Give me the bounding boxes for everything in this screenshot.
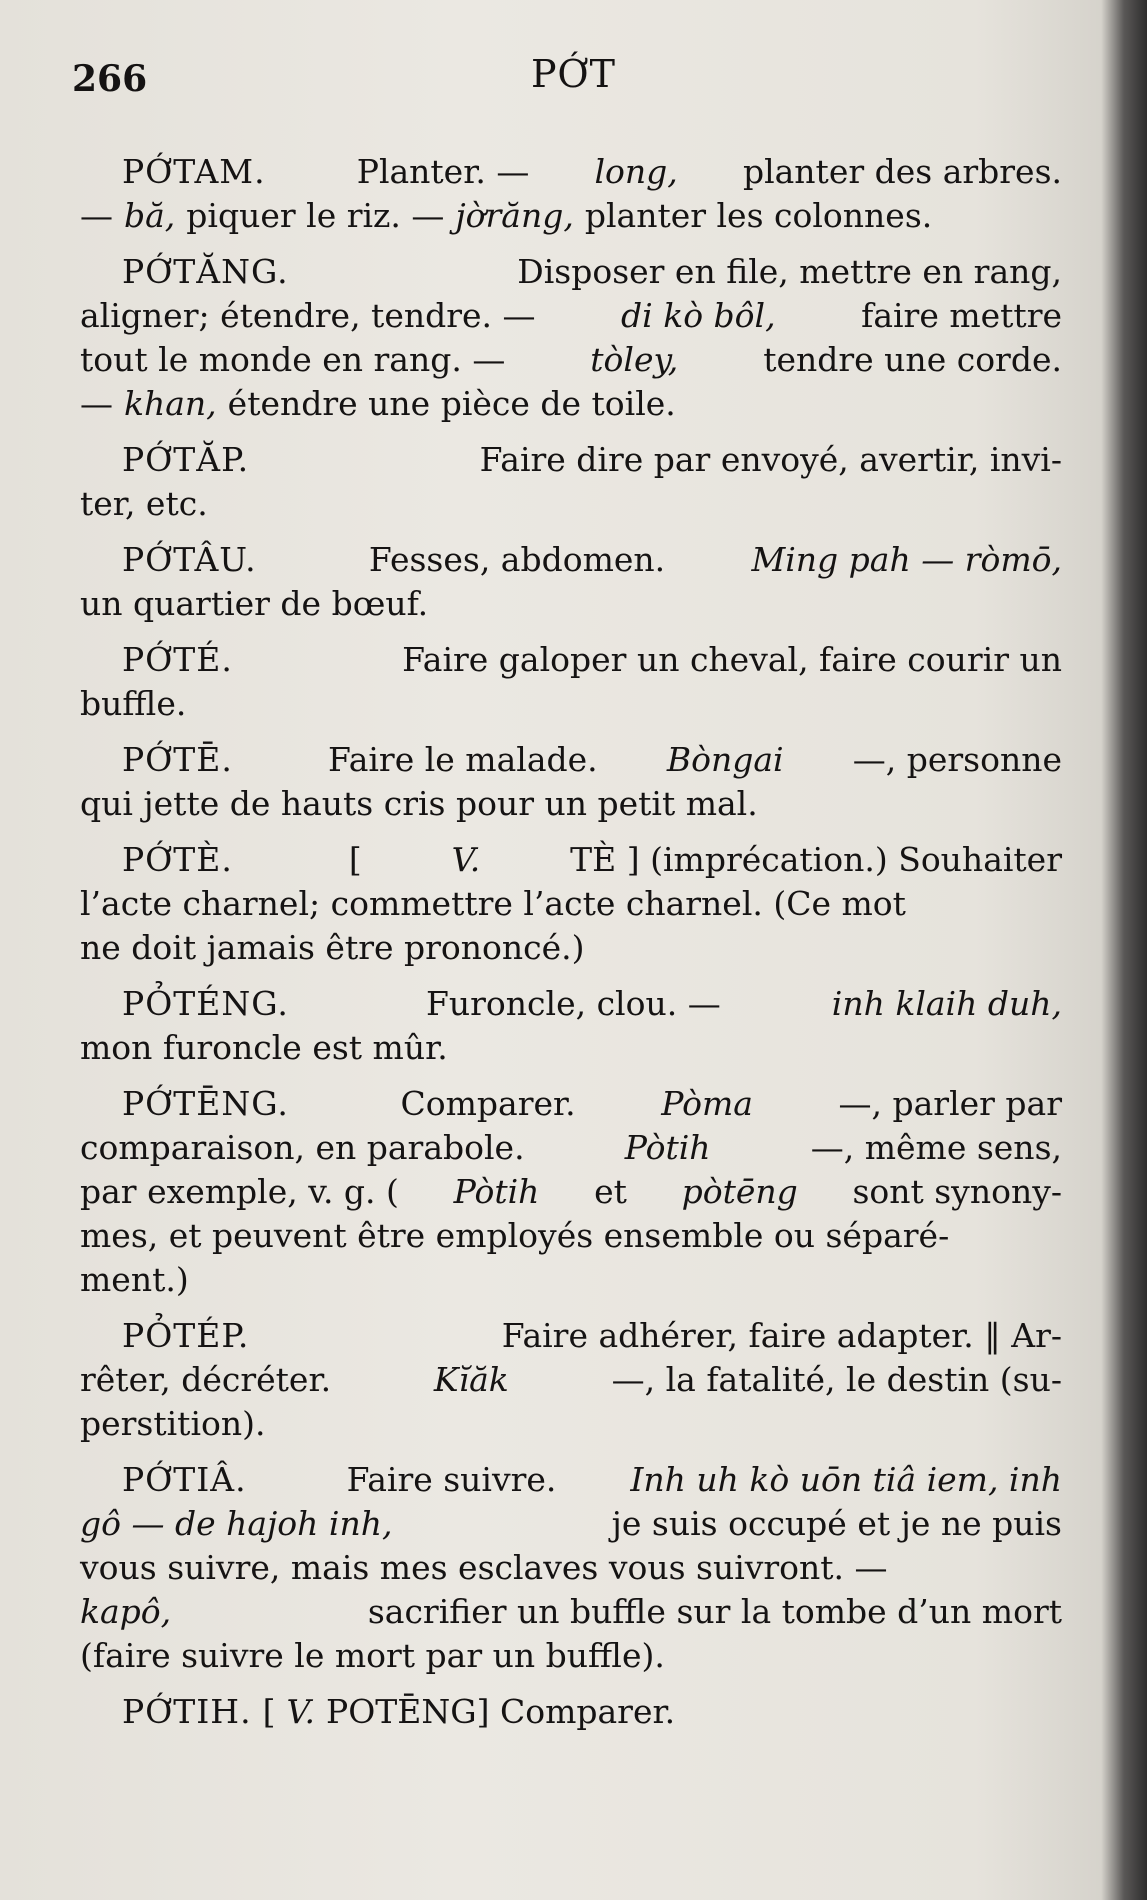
definition-text: [: [262, 1692, 276, 1731]
dictionary-entries: [80, 150, 1062, 1746]
definition-text: [: [348, 840, 362, 879]
definition-text: tout le monde en rang. —: [80, 340, 506, 379]
definition-text: sacrifier un buffle sur la tombe d’un mort: [367, 1592, 1062, 1631]
headword: PỚTIH.: [122, 1692, 252, 1731]
dictionary-entry: [80, 1458, 1062, 1678]
text-line: [80, 1082, 1062, 1126]
definition-text: tendre une corde.: [763, 340, 1062, 379]
text-line: [80, 1690, 1062, 1734]
definition-text: mes, et peuvent être employés ensemble ou séparé-: [80, 1216, 950, 1255]
definition-text: —, même sens,: [810, 1128, 1062, 1167]
definition-text: rêter, décréter.: [80, 1360, 332, 1399]
italic-term: pòtēng: [681, 1172, 798, 1211]
headword: PỎTÉNG.: [122, 984, 289, 1023]
definition-text: perstition).: [80, 1404, 266, 1443]
definition-text: Faire le malade.: [328, 740, 598, 779]
text-line: [80, 682, 1062, 726]
definition-text: un quartier de bœuf.: [80, 584, 429, 623]
definition-text: et: [594, 1172, 627, 1211]
dictionary-entry: [80, 538, 1062, 626]
text-line: [80, 438, 1062, 482]
text-line: [80, 250, 1062, 294]
definition-text: planter des arbres.: [742, 152, 1062, 191]
text-line: [80, 538, 1062, 582]
italic-term: Bòngai: [666, 740, 784, 779]
text-line: [80, 382, 1062, 426]
definition-text: faire mettre: [861, 296, 1062, 335]
italic-term: kapô,: [80, 1592, 172, 1631]
text-line: [80, 194, 1062, 238]
text-line: [80, 838, 1062, 882]
italic-term: Kĭăk: [433, 1360, 509, 1399]
definition-text: mon furoncle est mûr.: [80, 1028, 448, 1067]
definition-text: TÈ ] (imprécation.) Souhaiter: [570, 840, 1062, 879]
definition-text: vous suivre, mais mes esclaves vous suivront. —: [80, 1548, 888, 1587]
text-line: [80, 738, 1062, 782]
dictionary-entry: [80, 150, 1062, 238]
text-line: [80, 1358, 1062, 1402]
headword: PỚTIÂ.: [122, 1460, 247, 1499]
text-line: [80, 926, 1062, 970]
text-line: [80, 482, 1062, 526]
text-line: [80, 1126, 1062, 1170]
text-line: [80, 1026, 1062, 1070]
italic-term: Inh uh kò uōn tiâ iem, inh: [630, 1460, 1062, 1499]
text-line: [80, 638, 1062, 682]
text-line: [80, 1314, 1062, 1358]
dictionary-entry: [80, 838, 1062, 970]
headword: PỚTÉ.: [122, 640, 233, 679]
italic-term: Ming pah — ròmō,: [751, 540, 1062, 579]
definition-text: Planter. —: [356, 152, 530, 191]
text-line: [80, 1170, 1062, 1214]
text-line: [80, 582, 1062, 626]
definition-text: —, la fatalité, le destin (su-: [611, 1360, 1062, 1399]
italic-term: Pòma: [661, 1084, 753, 1123]
italic-term: long,: [594, 152, 678, 191]
text-line: [80, 1258, 1062, 1302]
italic-term: di kò bôl,: [621, 296, 776, 335]
dictionary-entry: [80, 250, 1062, 426]
headword: PỚTÂU.: [122, 540, 257, 579]
definition-text: qui jette de hauts cris pour un petit mal.: [80, 784, 758, 823]
definition-text: —, parler par: [838, 1084, 1062, 1123]
headword: PỎTÉP.: [122, 1316, 250, 1355]
italic-term: V.: [286, 1692, 316, 1731]
headword: PỚTĒNG.: [122, 1084, 289, 1123]
definition-text: (faire suivre le mort par un buffle).: [80, 1636, 665, 1675]
headword: PỚTĒ.: [122, 740, 233, 779]
text-line: [80, 782, 1062, 826]
headword: PỚTÈ.: [122, 840, 233, 879]
definition-text: Faire adhérer, faire adapter. ‖ Ar-: [501, 1316, 1062, 1355]
italic-term: jờrăng,: [455, 196, 574, 235]
text-line: [80, 1214, 1062, 1258]
text-line: [80, 1458, 1062, 1502]
text-line: [80, 882, 1062, 926]
definition-text: ment.): [80, 1260, 189, 1299]
definition-text: Furoncle, clou. —: [425, 984, 721, 1023]
dictionary-entry: [80, 982, 1062, 1070]
headword: PỚTĂP.: [122, 440, 250, 479]
definition-text: Faire dire par envoyé, avertir, invi-: [479, 440, 1062, 479]
italic-term: tòley,: [590, 340, 679, 379]
definition-text: ne doit jamais être prononcé.): [80, 928, 585, 967]
definition-text: —: [80, 384, 113, 423]
definition-text: ter, etc.: [80, 484, 208, 523]
headword: PỚTĂNG.: [122, 252, 289, 291]
dictionary-entry: [80, 1082, 1062, 1302]
definition-text: —: [80, 196, 113, 235]
definition-text: sont synony-: [852, 1172, 1062, 1211]
definition-text: aligner; étendre, tendre. —: [80, 296, 536, 335]
dictionary-entry: [80, 738, 1062, 826]
dictionary-entry: [80, 1690, 1062, 1734]
text-line: [80, 1402, 1062, 1446]
definition-text: comparaison, en parabole.: [80, 1128, 525, 1167]
definition-text: piquer le riz. —: [186, 196, 445, 235]
text-line: [80, 294, 1062, 338]
text-line: [80, 1546, 1062, 1590]
dictionary-entry: [80, 638, 1062, 726]
definition-text: étendre une pièce de toile.: [227, 384, 676, 423]
definition-text: Fesses, abdomen.: [368, 540, 666, 579]
definition-text: Disposer en file, mettre en rang,: [517, 252, 1062, 291]
italic-term: bă,: [124, 196, 176, 235]
italic-term: V.: [451, 840, 481, 879]
dictionary-entry: [80, 1314, 1062, 1446]
definition-text: l’acte charnel; commettre l’acte charnel. (Ce mot: [80, 884, 906, 923]
running-head: PỚT: [530, 52, 617, 96]
definition-text: par exemple, v. g. (: [80, 1172, 399, 1211]
text-line: [80, 1634, 1062, 1678]
dictionary-entry: [80, 438, 1062, 526]
definition-text: planter les colonnes.: [584, 196, 933, 235]
definition-text: je suis occupé et je ne puis: [611, 1504, 1062, 1543]
text-line: [80, 150, 1062, 194]
italic-term: khan,: [124, 384, 217, 423]
italic-term: Pòtih: [453, 1172, 540, 1211]
definition-text: Faire suivre.: [346, 1460, 557, 1499]
italic-term: gô — de hajoh inh,: [80, 1504, 393, 1543]
italic-term: inh klaih duh,: [831, 984, 1062, 1023]
text-line: [80, 1590, 1062, 1634]
italic-term: Pòtih: [624, 1128, 711, 1167]
definition-text: —, personne: [852, 740, 1062, 779]
text-line: [80, 338, 1062, 382]
definition-text: POTĒNG] Comparer.: [326, 1692, 676, 1731]
headword: PỚTAM.: [122, 152, 266, 191]
definition-text: buffle.: [80, 684, 187, 723]
definition-text: Faire galoper un cheval, faire courir un: [402, 640, 1062, 679]
page-number: 266: [72, 58, 148, 100]
text-line: [80, 982, 1062, 1026]
definition-text: Comparer.: [400, 1084, 576, 1123]
text-line: [80, 1502, 1062, 1546]
